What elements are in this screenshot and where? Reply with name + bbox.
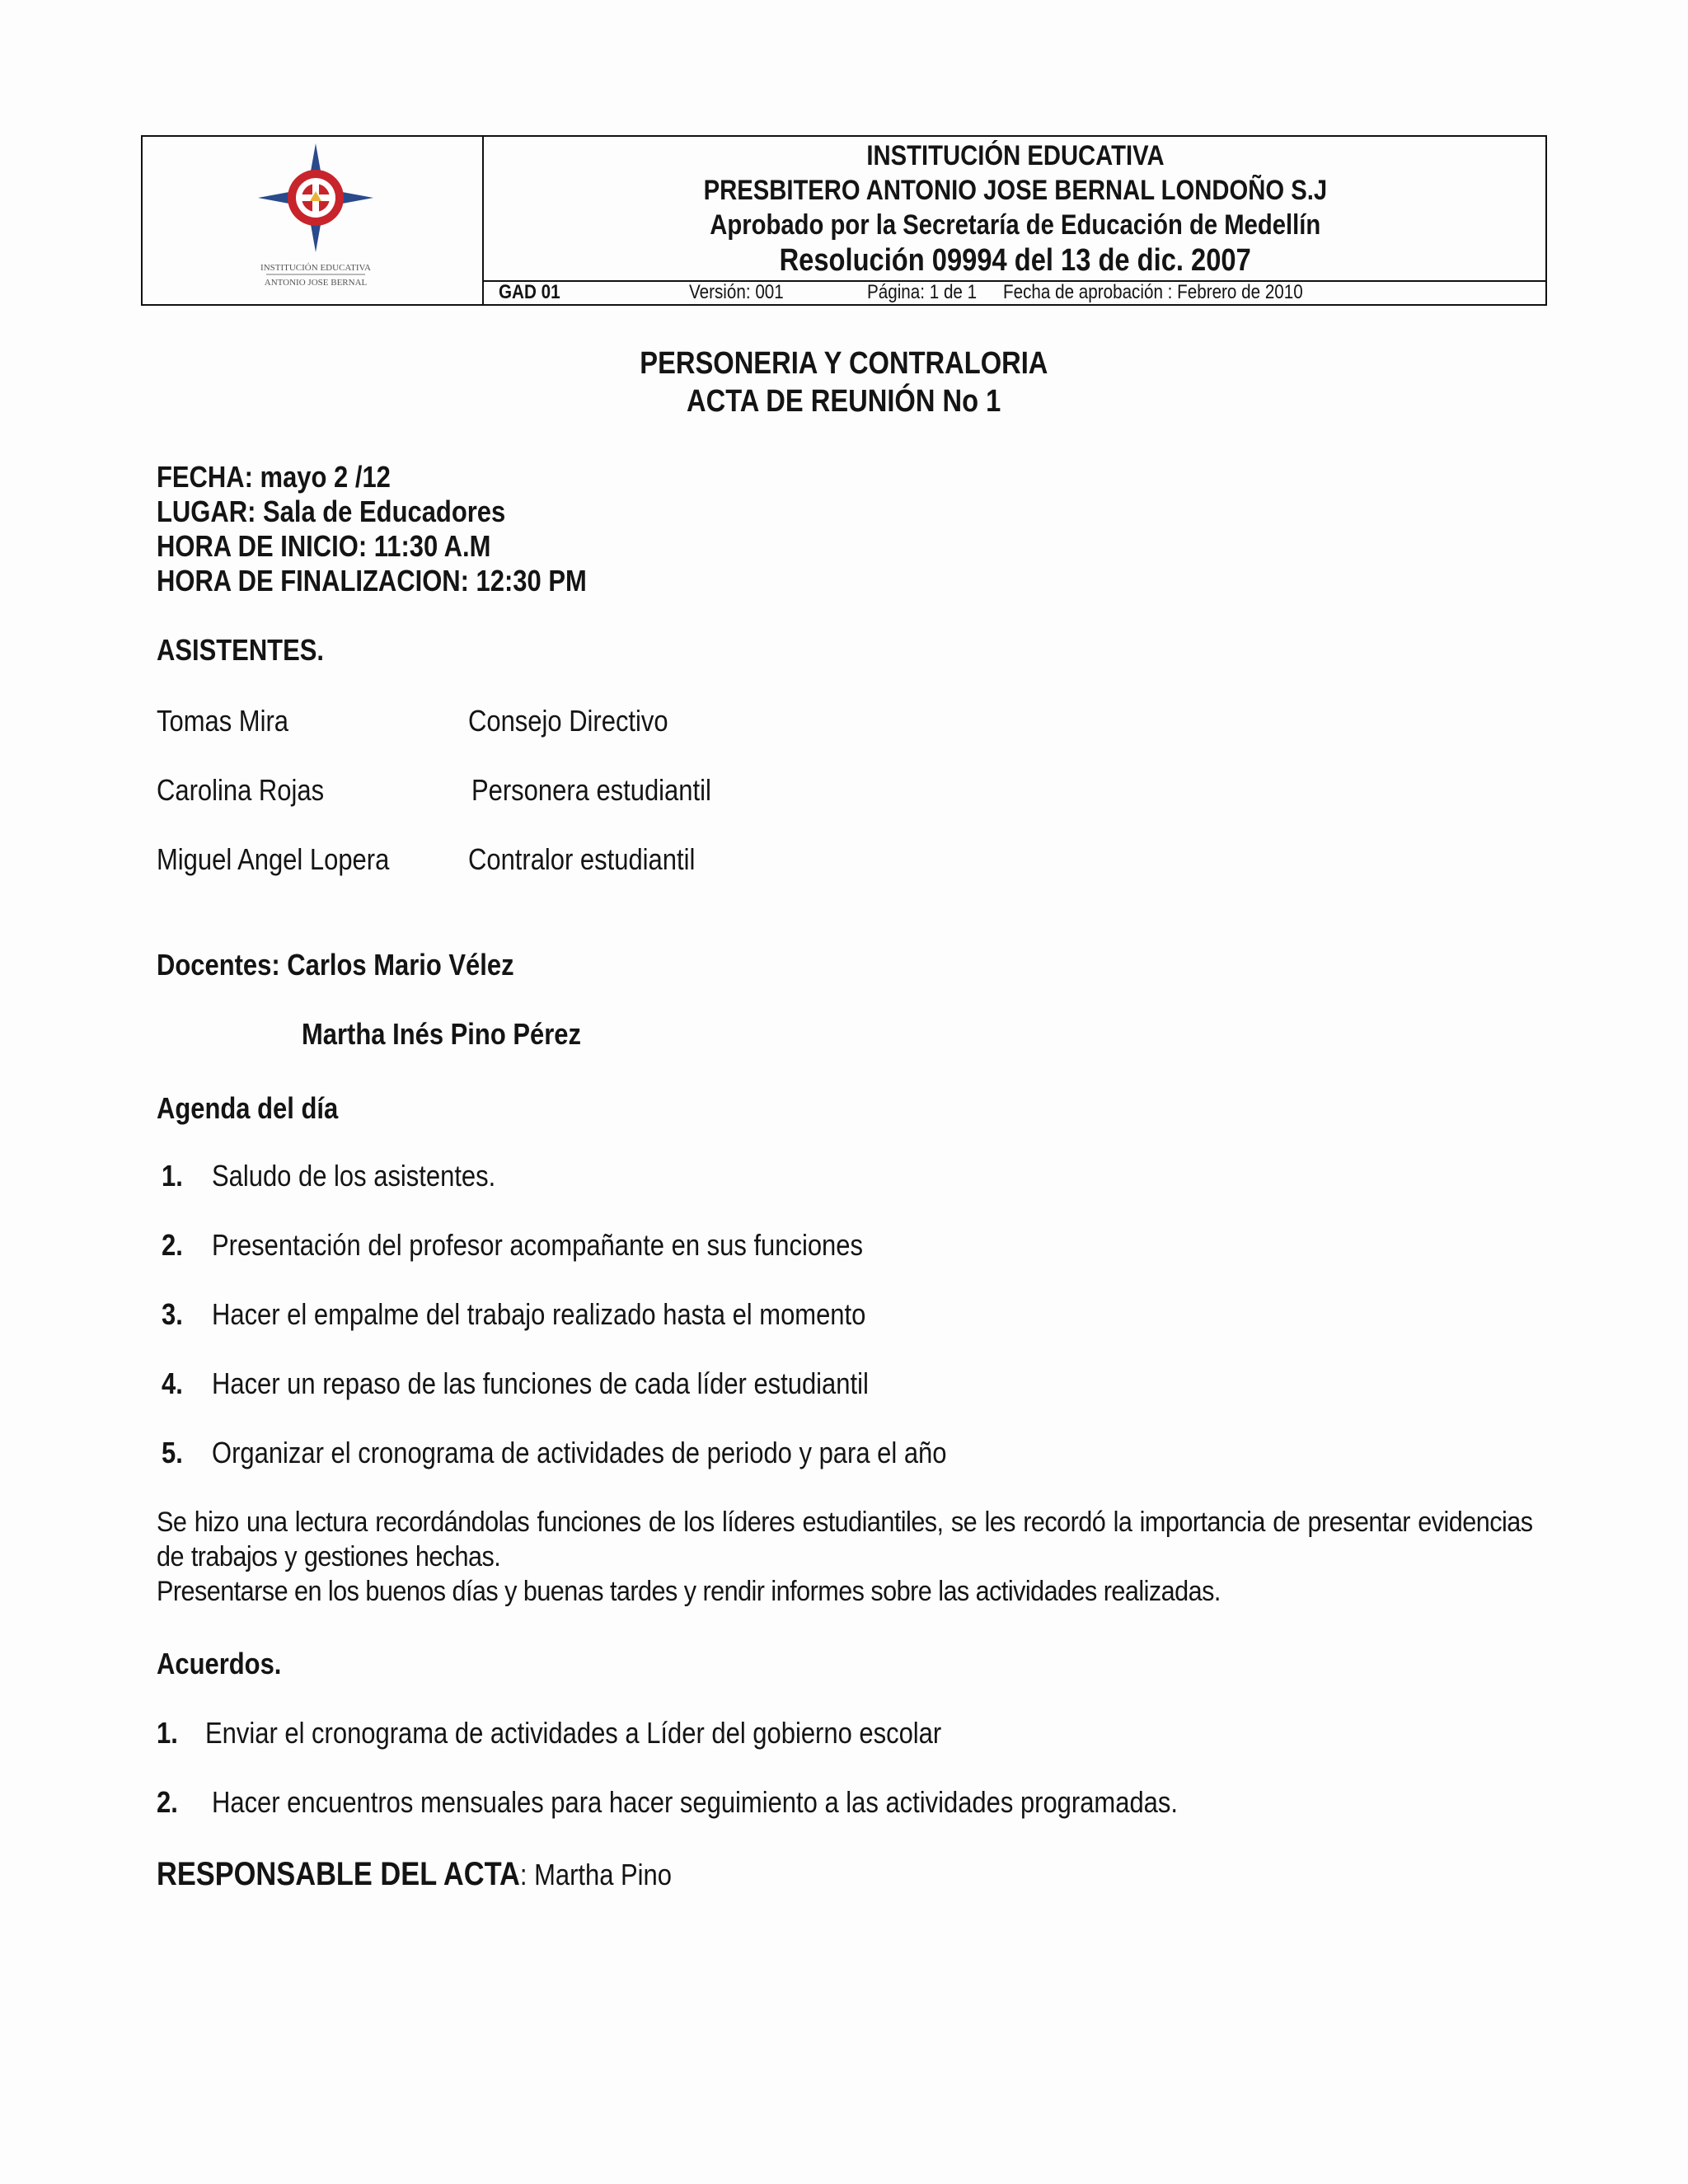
header-line-1: INSTITUCIÓN EDUCATIVA [866,140,1165,171]
header-line-3: Aprobado por la Secretaría de Educación de Medellín [710,209,1321,241]
agenda-heading: Agenda del día [157,1091,339,1125]
agenda-item-text: Saludo de los asistentes. [212,1159,496,1193]
agreement-text: Hacer encuentros mensuales para hacer seguimiento a las actividades programadas. [212,1785,1178,1819]
agenda-item-number: 1. [162,1159,183,1193]
agenda-item-text: Organizar el cronograma de actividades de periodo y para el año [212,1436,947,1469]
meeting-place: LUGAR: Sala de Educadores [157,494,506,528]
meeting-start-time: HORA DE INICIO: 11:30 A.M [157,529,491,563]
attendee-name: Carolina Rojas [157,773,325,807]
teachers-line-1: Docentes: Carlos Mario Vélez [157,948,514,982]
attendee-name: Miguel Angel Lopera [157,842,390,876]
attendee-role: Consejo Directivo [468,704,668,738]
summary-paragraph-2: Presentarse en los buenos días y buenas tardes y rendir informes sobre las actividades realizadas. [157,1576,1221,1607]
doc-code: GAD 01 [499,281,560,303]
agenda-item-number: 5. [162,1436,183,1469]
svg-text:INSTITUCIÓN EDUCATIVA: INSTITUCIÓN EDUCATIVA [260,263,371,273]
svg-text:ANTONIO JOSE BERNAL: ANTONIO JOSE BERNAL [264,278,368,288]
summary-paragraph-1: Se hizo una lectura recordándolas funciones de los líderes estudiantiles, se les recordó la importancia de presentar evidencias de trabajos y gestiones hechas. [157,1507,1533,1572]
doc-approval-date: Fecha de aprobación : Febrero de 2010 [1003,281,1303,303]
responsible-value: : Martha Pino [519,1858,673,1891]
doc-title: PERSONERIA Y CONTRALORIA [640,346,1048,381]
header-line-4: Resolución 09994 del 13 de dic. 2007 [779,243,1252,278]
attendee-name: Tomas Mira [157,704,288,738]
agenda-item-number: 4. [162,1366,183,1400]
doc-version: Versión: 001 [689,281,784,303]
meeting-end-time: HORA DE FINALIZACION: 12:30 PM [157,564,587,598]
agreement-text: Enviar el cronograma de actividades a Líder del gobierno escolar [205,1716,942,1750]
agenda-item-text: Hacer un repaso de las funciones de cada líder estudiantil [212,1366,869,1400]
header-line-2: PRESBITERO ANTONIO JOSE BERNAL LONDOÑO S.J [703,175,1328,206]
teachers-line-2: Martha Inés Pino Pérez [302,1017,581,1051]
attendees-heading: ASISTENTES. [157,633,325,667]
header-table [141,135,1547,306]
agenda-item-text: Hacer el empalme del trabajo realizado hasta el momento [212,1297,866,1331]
agenda-item-number: 2. [162,1228,183,1262]
agenda-item-number: 3. [162,1297,183,1331]
attendee-role: Personera estudiantil [471,773,711,807]
doc-subtitle: ACTA DE REUNIÓN No 1 [687,384,1001,419]
responsible-label: RESPONSABLE DEL ACTA [157,1856,520,1892]
meeting-summary [157,1505,1533,1609]
meeting-date: FECHA: mayo 2 /12 [157,460,391,494]
agenda-item-text: Presentación del profesor acompañante en sus funciones [212,1228,863,1262]
header-text [484,138,1547,279]
doc-page: Página: 1 de 1 [867,281,978,303]
agreement-number: 1. [157,1716,178,1750]
attendee-role: Contralor estudiantil [468,842,696,876]
agreements-heading: Acuerdos. [157,1647,282,1680]
agreement-number: 2. [157,1785,178,1819]
institution-logo [241,140,390,297]
